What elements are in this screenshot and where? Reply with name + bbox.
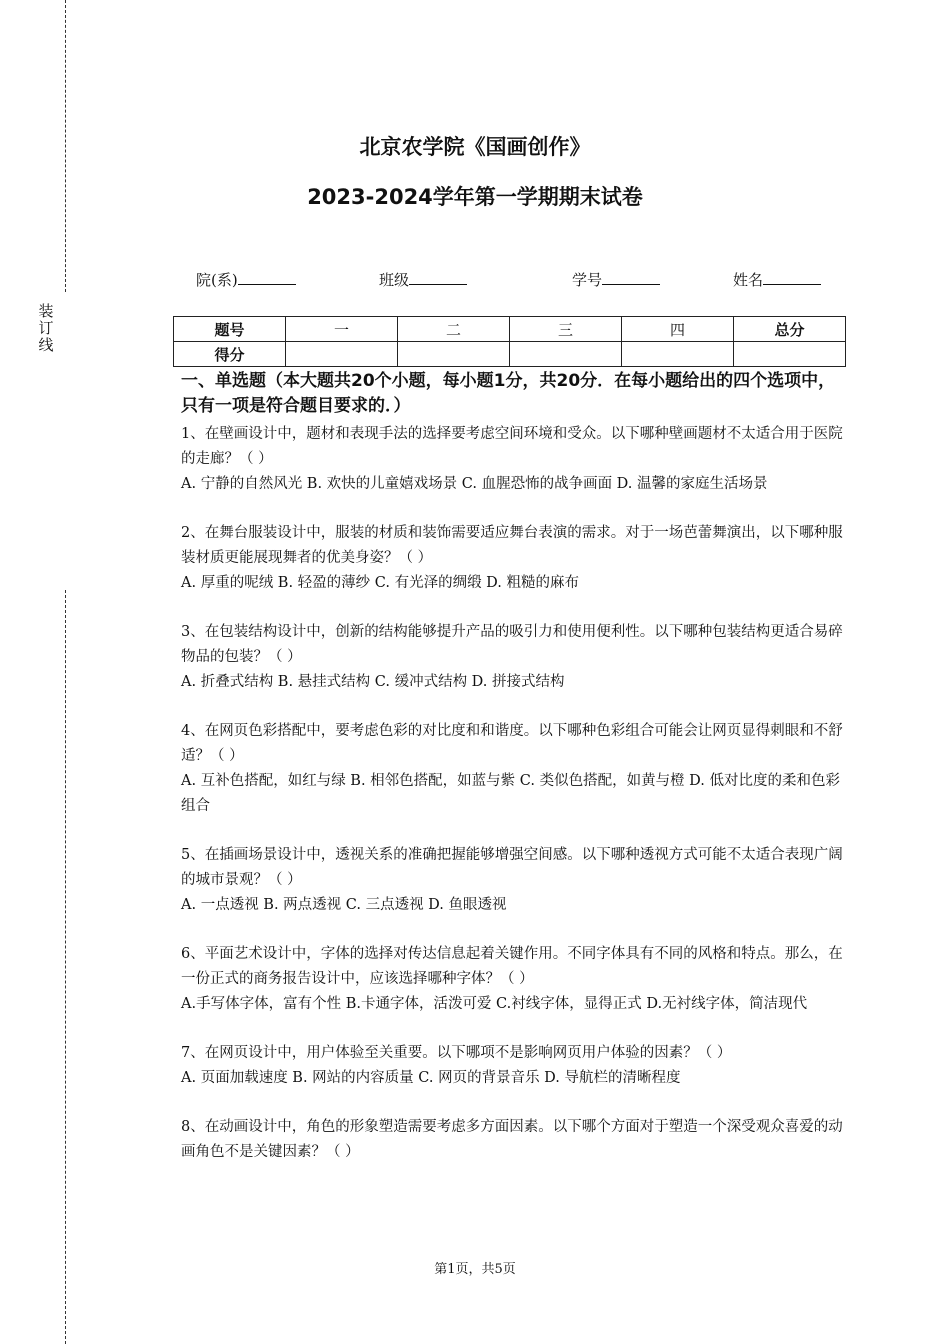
exam-subtitle: 2023-2024学年第一学期期末试卷 [307, 185, 643, 209]
score-table-cell: 一 [286, 317, 398, 342]
question-item [181, 1115, 847, 1165]
department-label: 院(系) [196, 271, 238, 289]
score-table-cell: 四 [622, 317, 734, 342]
page-footer: 第1页，共5页 [434, 1262, 516, 1277]
section-heading: 一、单选题（本大题共20个小题，每小题1分，共20分．在每小题给出的四个选项中，只有一项是符合题目要求的．） [181, 371, 836, 416]
question-item [181, 719, 847, 819]
binding-label-char: 订 [38, 319, 54, 337]
department-field[interactable] [196, 269, 296, 290]
department-blank[interactable] [238, 269, 296, 285]
question-stem: 1、在壁画设计中，题材和表现手法的选择要考虑空间环境和受众。以下哪种壁画题材不太适合用于医院的走廊？（ ） [181, 426, 843, 467]
question-stem: 3、在包装结构设计中，创新的结构能够提升产品的吸引力和使用便利性。以下哪种包装结构更适合易碎物品的包装？（ ） [181, 624, 843, 665]
question-stem: 8、在动画设计中，角色的形象塑造需要考虑多方面因素。以下哪个方面对于塑造一个深受观众喜爱的动画角色不是关键因素？（ ） [181, 1119, 843, 1160]
student-id-field[interactable] [572, 269, 660, 290]
score-input-cell[interactable] [622, 342, 734, 367]
question-item [181, 942, 847, 1017]
score-input-cell[interactable] [510, 342, 622, 367]
student-id-blank[interactable] [602, 269, 660, 285]
class-field[interactable] [379, 269, 467, 290]
question-options: A. 折叠式结构 B. 悬挂式结构 C. 缓冲式结构 D. 拼接式结构 [181, 674, 565, 690]
question-options: A. 互补色搭配，如红与绿 B. 相邻色搭配，如蓝与紫 C. 类似色搭配，如黄与橙 D. 低对比度的柔和色彩组合 [181, 773, 841, 814]
class-label: 班级 [379, 271, 410, 289]
question-stem: 6、平面艺术设计中，字体的选择对传达信息起着关键作用。不同字体具有不同的风格和特点。那么，在一份正式的商务报告设计中，应该选择哪种字体？（ ） [181, 946, 843, 987]
question-stem: 2、在舞台服装设计中，服装的材质和装饰需要适应舞台表演的需求。对于一场芭蕾舞演出，以下哪种服装材质更能展现舞者的优美身姿？（ ） [181, 525, 843, 566]
score-input-cell[interactable] [734, 342, 846, 367]
score-table-cell: 题号 [174, 317, 286, 342]
question-options: A. 一点透视 B. 两点透视 C. 三点透视 D. 鱼眼透视 [181, 897, 507, 913]
score-table-cell: 得分 [174, 342, 286, 367]
question-item [181, 843, 847, 918]
question-options: A. 宁静的自然风光 B. 欢快的儿童嬉戏场景 C. 血腥恐怖的战争画面 D. 温馨的家庭生活场景 [181, 476, 768, 492]
question-options: A.手写体字体，富有个性 B.卡通字体，活泼可爱 C.衬线字体，显得正式 D.无衬线字体，简洁现代 [181, 996, 808, 1012]
score-table-score-row [174, 342, 846, 367]
score-input-cell[interactable] [286, 342, 398, 367]
question-options: A. 页面加载速度 B. 网站的内容质量 C. 网页的背景音乐 D. 导航栏的清晰程度 [181, 1070, 681, 1086]
binding-label [37, 303, 55, 354]
exam-title: 北京农学院《国画创作》 [359, 135, 591, 159]
student-id-label: 学号 [572, 271, 603, 289]
question-options: A. 厚重的呢绒 B. 轻盈的薄纱 C. 有光泽的绸缎 D. 粗糙的麻布 [181, 575, 580, 591]
name-field[interactable] [733, 269, 821, 290]
question-stem: 7、在网页设计中，用户体验至关重要。以下哪项不是影响网页用户体验的因素？（ ） [181, 1045, 732, 1061]
score-table-header-row [174, 317, 846, 342]
question-item [181, 422, 847, 497]
score-input-cell[interactable] [398, 342, 510, 367]
binding-label-char: 装 [38, 302, 54, 320]
score-table-cell: 总分 [734, 317, 846, 342]
score-table [173, 316, 846, 367]
binding-line-bottom [65, 590, 66, 1344]
question-item [181, 620, 847, 695]
question-stem: 5、在插画场景设计中，透视关系的准确把握能够增强空间感。以下哪种透视方式可能不太适合表现广阔的城市景观？（ ） [181, 847, 843, 888]
exam-content [181, 369, 847, 1189]
score-table-cell: 三 [510, 317, 622, 342]
binding-label-char: 线 [38, 336, 54, 354]
question-item [181, 521, 847, 596]
name-label: 姓名 [733, 271, 764, 289]
question-item [181, 1041, 847, 1091]
question-stem: 4、在网页色彩搭配中，要考虑色彩的对比度和和谐度。以下哪种色彩组合可能会让网页显得刺眼和不舒适？（ ） [181, 723, 843, 764]
class-blank[interactable] [409, 269, 467, 285]
name-blank[interactable] [763, 269, 821, 285]
score-table-cell: 二 [398, 317, 510, 342]
